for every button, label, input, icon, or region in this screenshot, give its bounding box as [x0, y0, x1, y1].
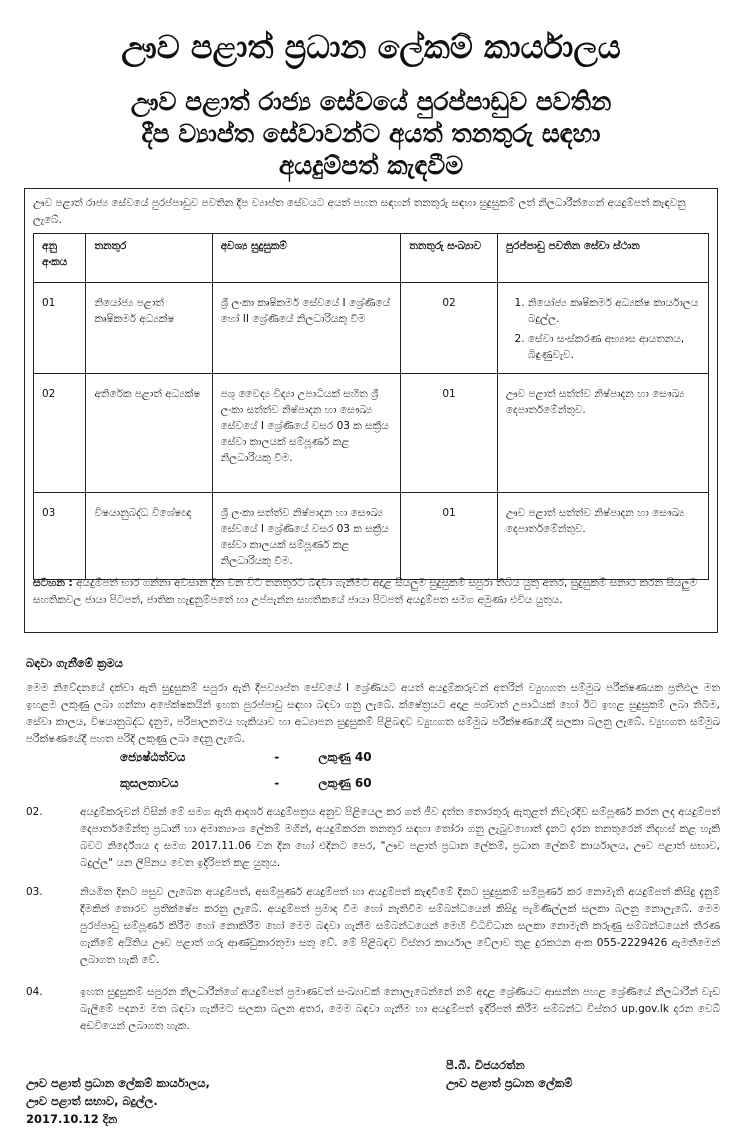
centre-item: 2. සේවා සංස්කරණ අභ්‍යාස ආයතනය, බිඳුණුවැව.: [528, 331, 700, 363]
row-centres: [497, 283, 708, 374]
marks-value: ලකුණු 40: [318, 750, 372, 764]
method-heading: බඳවා ගැනීමේ ක්‍රමය: [26, 656, 123, 670]
paragraph-text: අයදුම්කරුවන් විසින් මේ සමග ඇති ආදර්ශ අයදුම්පත්‍රය අනුව පිළියෙල කර ගත් ජීව දත්ත තොරතුරු ඇතුළත් නිවැරදිව සම්පූර්ණ කරන ලද අයදුම්පත් දෙපාර්තමේන්තු ප්‍රධානී හා අමාත්‍යාංශ ලේකම් මගින්, අයදුම්කරන තනතුර සඳහා තෝරා ගනු ලැබුවහොත් දැනට දරන තනතුරෙන් නිදහස් කළ හැකි බවට නිර්දේශය ද සමග 2017.11.06 වන දින හෝ එදිනට පෙර, "ඌව පළාත් ප්‍රධාන ලේකම්, ප්‍රධාන ලේකම් කාර්යාලය, ඌව පළාත් සභාව, බදුල්ල" යන ලිපිනය වෙත ඉදිරිපත් කළ යුතුය.: [80, 806, 720, 869]
marks-dash: -: [274, 750, 280, 764]
marks-dash: -: [274, 776, 280, 790]
row-serial: 01: [34, 283, 86, 374]
subtitle-line: දීප ව්‍යාප්ත සේවාවන්ට අයත් තනතුරු සඳහා: [141, 119, 601, 148]
column-header-centres: පුරප්පාඩු පවතින සේවා ස්ථාන: [497, 234, 708, 283]
vacancy-box: [24, 188, 718, 633]
office-title: ඌව පළාත් ප්‍රධාන ලේකම් කාර්යාලය: [121, 28, 621, 66]
row-qualification: ශ්‍රී ලංකා සත්ත්ව නිෂ්පාදන හා සෞඛ්‍ය සේවයේ I ශ්‍රේණියේ වසර 03 ක සක්‍රීය සේවා කාලයක් සම්පූර්ණ කළ නිලධාරියකු වීම.: [212, 493, 401, 580]
row-qualification: ශ්‍රී ලංකා කෘෂිකර්ම සේවයේ I ශ්‍රේණියේ හෝ II ශ්‍රේණියේ නිලධාරියකු වීම: [212, 283, 401, 374]
subtitle-line: අයදුම්පත් කැඳවීම: [278, 151, 464, 180]
vacancy-table: [33, 233, 709, 580]
centre-item: 1. නියෝජ්‍ය කෘෂිකර්ම අධ්‍යක්ෂ කාර්යාලය බදුල්ල.: [528, 295, 700, 327]
subtitle-line: ඌව පළාත් රාජ්‍ය සේවයේ පුරප්පාඩුව පවතින: [130, 87, 612, 116]
row-count: 01: [401, 493, 498, 580]
table-row: [34, 374, 709, 493]
marks-label: ජ්‍යෙෂ්ඨත්වය: [120, 750, 186, 764]
signatory-name: පී.බී. විජයරත්න: [446, 1058, 525, 1072]
note-text: [33, 575, 709, 609]
footer-address-line: ඌව පළාත් සභාව, බදුල්ල.: [26, 1094, 158, 1108]
paragraph-text: නියමිත දිනට පසුව ලැබෙන අයදුම්පත්, අසම්පූර්ණ අයදුම්පත් හා අයදුම්පත් කැඳවීමේ දිනට සුදුසුකම් සම්පූර්ණ කර නොමැති අයදුම්පත් කිසිදු දැනුම් දීමකින් තොරව ප්‍රතික්ෂේප කරනු ලැබේ. අයදුම්පත් ප්‍රමාද වීම හෝ නැතිවීම සම්බන්ධයෙන් කිසිදු පැමිණිල්ලක් සලකා බලනු නොලැබේ. මෙම පුරප්පාඩු සම්පූර්ණ කිරීම හෝ නොකිරීම හෝ මෙම බඳවා ගැනීම සම්බන්ධයෙන් මෙහි විධිවිධාන සලකා නොමැති කරුණු සම්බන්ධයෙන් තීරණ ගැනීමේ අයිතිය ඌව පළාත් ගරු ආණ්ඩුකාරතුමා සතු වේ. මේ පිළිබඳව විස්තර කාර්යාල වේලාව තුළ දුරකථන අංක 055-2229426 ඇමතීමෙන් ලබාගත හැකි වේ.: [80, 886, 720, 966]
row-post: විෂයානුබද්ධ විශේෂඥ: [86, 493, 212, 580]
column-header-serial: අනු අංකය: [34, 234, 86, 283]
row-count: 01: [401, 374, 498, 493]
footer-office: ඌව පළාත් ප්‍රධාන ලේකම් කාර්යාලය,: [26, 1076, 210, 1090]
intro-text: ඌව පළාත් රාජ්‍ය සේවයේ පුරප්පාඩුව පවතින දීප ව්‍යාප්ත සේවයට අයත් පහත සඳහන් තනතුරු සඳහා සුදුසුකම් ලත් නිලධාරීන්ගෙන් අයදුම්පත් කැඳවනු ලැබේ.: [33, 197, 686, 226]
marks-row: [120, 776, 372, 791]
marks-row: [120, 750, 372, 765]
signatory-designation: ඌව පළාත් ප්‍රධාන ලේකම්: [446, 1076, 573, 1090]
row-post: නියෝජ්‍ය පළාත් කෘෂිකර්ම අධ්‍යක්ෂ: [86, 283, 212, 374]
notice-subtitle: [20, 86, 722, 182]
table-row: [34, 493, 709, 580]
footer-date: 2017.10.12 දින: [26, 1112, 118, 1126]
row-centres: ඌව පළාත් සත්ත්ව නිෂ්පාදන හා සෞඛ්‍ය දෙපාර්තමේන්තුව.: [497, 493, 708, 580]
marks-value: ලකුණු 60: [318, 776, 372, 790]
paragraph-number: 02.: [26, 806, 43, 818]
method-text: මෙම නිවේදනයේ දක්වා ඇති සුදුසුකම් සපුරා ඇති දීපව්‍යාප්ත සේවයේ I ශ්‍රේණියට අයත් අයදුම්කරුවන් අතරින් ව්‍යුහගත සම්මුඛ පරීක්ෂණයක ප්‍රතිඵල මත ඉහළම ලකුණු ලබා ගන්නා අපේක්ෂකයින් ඉහත පුරප්පාඩු සඳහා බඳවා ගනු ලැබේ. ක්ෂේත්‍රයට අදාළ පශ්චාත් උපාධියක් හෝ ඊට ඉහළ සුදුසුකම් ලබා තිබීම, සේවා කාලය, විෂයානුබද්ධ දැනුම, පරිපාලනමය හැකියාව හා අධ්‍යාපන සුදුසුකම් පිළිබඳව ව්‍යුහගත සම්මුඛ පරීක්ෂණයේදී සලකා බලනු ලැබේ. ව්‍යුහගත සම්මුඛ පරීක්ෂණයේදී පහත පරිදි ලකුණු ලබා දෙනු ලැබේ.: [26, 682, 720, 745]
note-label: සටහන :: [33, 577, 73, 589]
row-count: 02: [401, 283, 498, 374]
table-header-row: [34, 234, 709, 283]
paragraph-text: ඉහත සුදුසුකම් සපුරන නිලධාරීන්ගේ අයදුම්පත් ප්‍රමාණවත් සංඛ්‍යාවක් නොලැබෙන්නේ නම් අදාළ ශ්‍රේණියට ආසන්න පහළ ශ්‍රේණියේ නිලධාරීන් වැඩ බැලීමේ පදනම මත බඳවා ගැනීමට සලකා බලන අතර, මෙම බඳවා ගැනීම හා අයදුම්පත් ඉදිරිපත් කිරීම සම්බන්ධ විස්තර up.gov.lk දරන වෙබ් අඩවියෙන් ලබාගත හැක.: [80, 986, 720, 1032]
column-header-post: තනතුර: [86, 234, 212, 283]
row-serial: 02: [34, 374, 86, 493]
row-qualification: පශු වෛද්‍ය විද්‍යා උපාධියක් සහිත ශ්‍රී ලංකා සත්ත්ව නිෂ්පාදන හා සෞඛ්‍ය සේවයේ I ශ්‍රේණියේ වසර 03 ක සක්‍රීය සේවා කාලයක් සම්පූර්ණ කළ නිලධාරියකු වීම.: [212, 374, 401, 493]
row-centres: ඌව පළාත් සත්ත්ව නිෂ්පාදන හා සෞඛ්‍ය දෙපාර්තමේන්තුව.: [497, 374, 708, 493]
column-header-qualification: අවශ්‍ය සුදුසුකම්: [212, 234, 401, 283]
row-post: අතිරේක පළාත් අධ්‍යක්ෂ: [86, 374, 212, 493]
paragraph-number: 03.: [26, 886, 43, 898]
row-serial: 03: [34, 493, 86, 580]
marks-label: කුසලතාවය: [120, 776, 179, 790]
paragraph-number: 04.: [26, 986, 43, 998]
footer-address: [26, 1074, 210, 1128]
table-row: [34, 283, 709, 374]
signature-block: [446, 1056, 572, 1092]
note-body: අයදුම්පත් භාර ගන්නා අවසාන දින වන විට තනතුරට බඳවා ගැනීමට අදාළ සියලුම සුදුසුකම් සපුරා තිබිය යුතු අතර, සුදුසුකම් සනාථ කරන සියලුම සහතිකවල ජායා පිටපත්, ජාතික හැඳුනුම්පතේ හා උප්පැන්න සහතිකයේ ජායා පිටපත් අයදුම්පත සමග අමුණා එවිය යුතුය.: [33, 577, 698, 606]
column-header-count: තනතුරු සංඛ්‍යාව: [401, 234, 498, 283]
